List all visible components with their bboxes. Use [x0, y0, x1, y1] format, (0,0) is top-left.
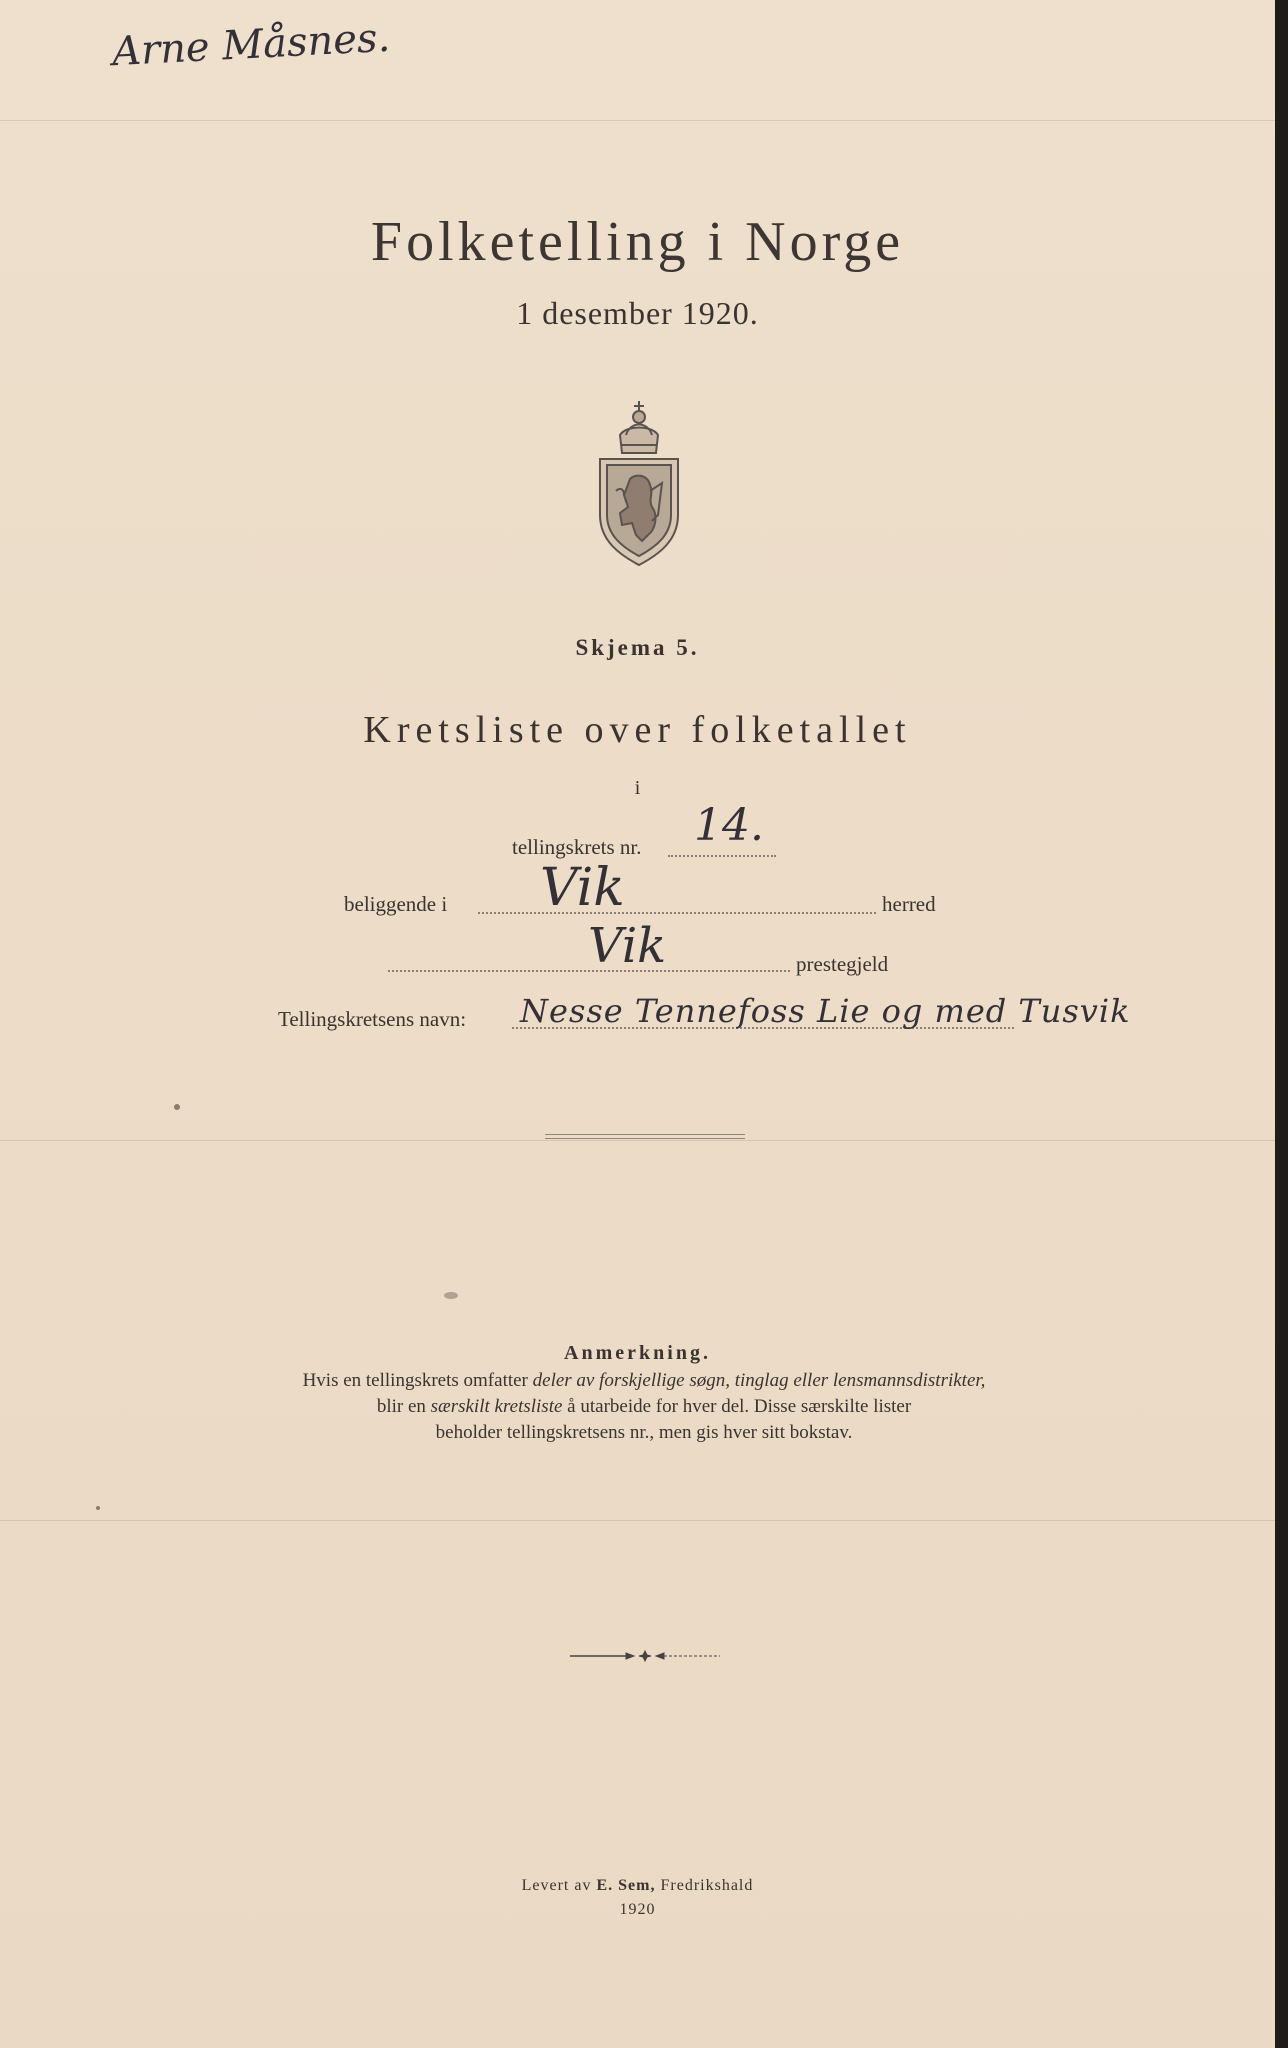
paper-crease	[0, 1520, 1275, 1521]
anmerkning-line-2-italic: særskilt kretsliste	[430, 1396, 563, 1417]
anmerkning-line-1-text: Hvis en tellingskrets omfatter	[302, 1370, 533, 1391]
herred-label: herred	[882, 892, 936, 916]
tellingskrets-number-value: 14.	[694, 800, 764, 851]
printer-city: Fredrikshald	[655, 1877, 754, 1894]
norwegian-coat-of-arms-icon	[592, 395, 686, 567]
anmerkning-line-2-text-a: blir en	[376, 1396, 431, 1417]
anmerkning-line-2	[0, 1394, 1288, 1419]
printer-footer	[0, 1874, 1275, 1922]
form-i-word: i	[634, 777, 641, 799]
census-date: 1 desember 1920.	[516, 295, 759, 331]
anmerkning-line-2-text-b: å utarbeide for hver del. Disse særskilte lister	[562, 1396, 912, 1417]
prestegjeld-label: prestegjeld	[796, 952, 889, 976]
printer-year: 1920	[619, 1901, 656, 1918]
paper-stain	[174, 1104, 180, 1110]
paper-stain	[96, 1506, 100, 1510]
paper-crease	[0, 120, 1275, 121]
scan-edge	[1275, 0, 1288, 2048]
printer-name: E. Sem,	[596, 1877, 656, 1894]
tellingskrets-label: tellingskrets nr.	[512, 835, 642, 859]
printer-line	[0, 1874, 1275, 1898]
tellingskrets-field-line	[668, 855, 776, 857]
section-divider	[545, 1134, 745, 1139]
anmerkning-line-1-italic: deler av forskjellige søgn, tinglag eller lensmannsdistrikter,	[532, 1370, 986, 1391]
paper-stain	[444, 1292, 458, 1299]
prestegjeld-value: Vik	[588, 918, 667, 974]
form-heading: Kretsliste over folketallet	[363, 709, 912, 751]
krets-navn-value: Nesse Tennefoss Lie og med Tusvik	[520, 992, 1131, 1030]
schema-number: Skjema 5.	[575, 635, 700, 660]
page-title: Folketelling i Norge	[370, 211, 905, 273]
ornament-divider-icon	[570, 1650, 720, 1662]
printer-prefix: Levert av	[521, 1877, 597, 1894]
anmerkning-line-3: beholder tellingskretsens nr., men gis hver sitt bokstav.	[435, 1422, 853, 1443]
anmerkning-title: Anmerkning.	[564, 1342, 711, 1364]
krets-navn-label: Tellingskretsens navn:	[278, 1007, 467, 1031]
anmerkning-line-1	[0, 1368, 1288, 1393]
beliggende-label: beliggende i	[344, 892, 448, 916]
paper-crease	[0, 1140, 1275, 1141]
beliggende-value: Vik	[540, 858, 625, 918]
corner-handwritten-note: Arne Måsnes.	[110, 14, 392, 76]
beliggende-field-line	[478, 912, 876, 914]
